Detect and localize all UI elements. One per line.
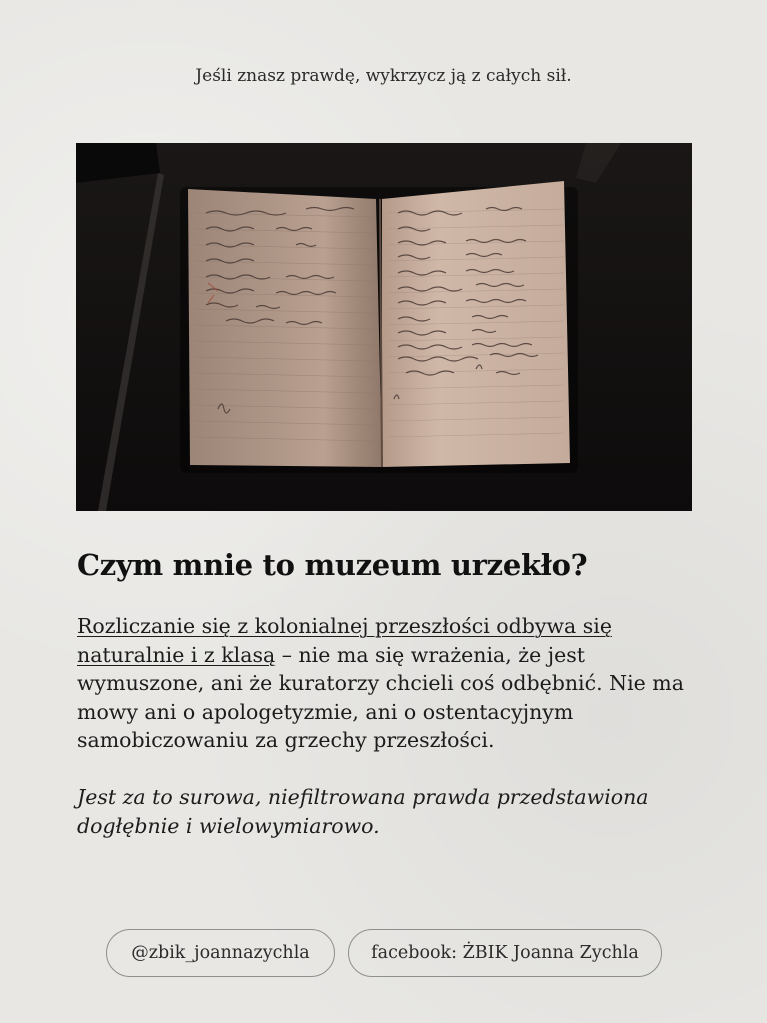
article-body (77, 612, 717, 840)
notebook-illustration (76, 143, 692, 511)
section-heading: Czym mnie to muzeum urzekło? (77, 548, 588, 582)
facebook-page-pill[interactable]: facebook: ŻBIK Joanna Zychla (348, 929, 662, 977)
notebook-photo (76, 143, 692, 511)
header-quote: Jeśli znasz prawdę, wykrzycz ją z całych sił. (195, 66, 572, 86)
underlined-phrase: Rozliczanie się z kolonialnej przeszłości odbywa się naturalnie i z klasą (77, 614, 612, 667)
paragraph-italic: Jest za to surowa, niefiltrowana prawda przedstawiona dogłębnie i wielowymiarowo. (77, 785, 649, 838)
paragraph-rest: – nie ma się wrażenia, że jest wymuszone, ani że kuratorzy chcieli coś odbębnić. Nie ma mowy ani o apologetyzmie, ani o ostentacyjnym samobiczowaniu za grzechy przeszłości. (77, 642, 684, 752)
instagram-handle-pill[interactable]: @zbik_joannazychla (106, 929, 335, 977)
paragraph-main (77, 612, 717, 755)
